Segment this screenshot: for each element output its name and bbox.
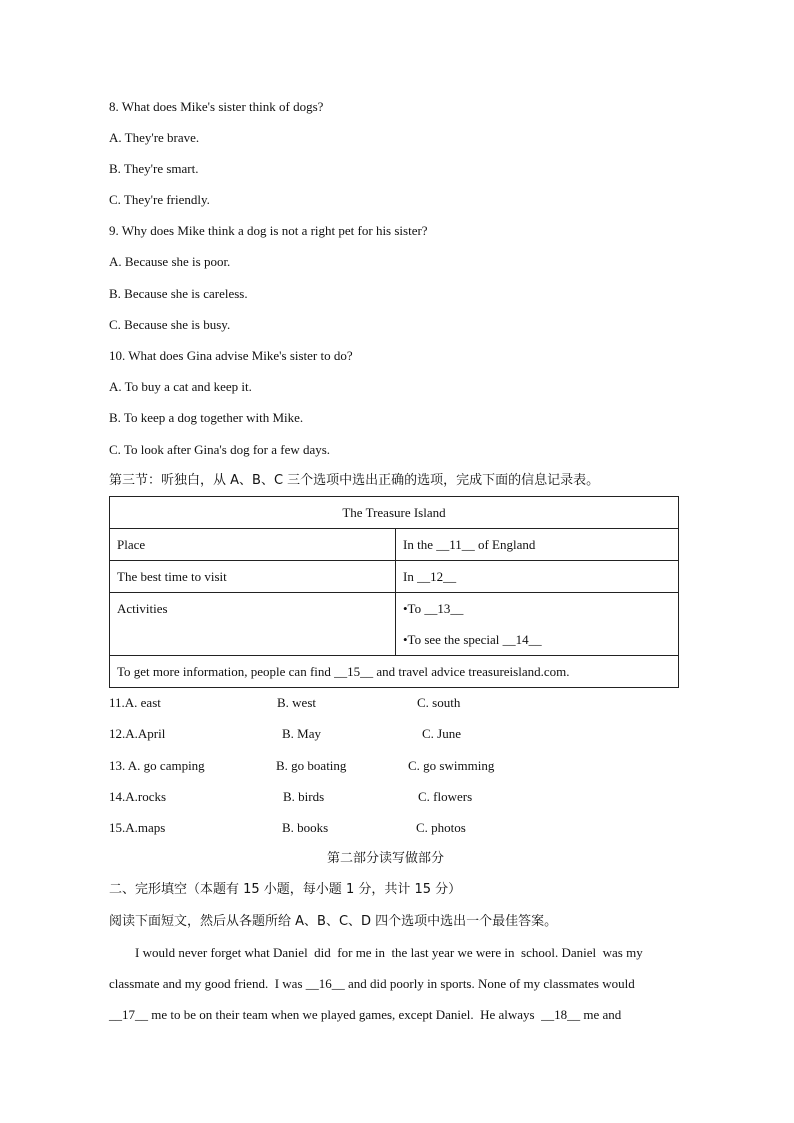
passage-line-3: __17__ me to be on their team when we played games, except Daniel. He always __18__ me and (109, 1007, 622, 1022)
option-14-c: C. flowers (418, 789, 473, 804)
option-11-a: 11.A. east (109, 695, 161, 710)
best-time-label: The best time to visit (110, 561, 396, 593)
activity-1: •To __13__ (403, 601, 464, 616)
option-14-b: B. birds (283, 789, 325, 804)
question-9-stem: 9. Why does Mike think a dog is not a right pet for his sister? (109, 223, 428, 238)
option-15-c: C. photos (416, 820, 466, 835)
option-15-b: B. books (282, 820, 329, 835)
section-3-heading: 第三节：听独白，从 A、B、C 三个选项中选出正确的选项，完成下面的信息记录表。 (109, 473, 600, 488)
question-8-stem: 8. What does Mike's sister think of dogs? (109, 99, 324, 114)
passage-line-2: classmate and my good friend. I was __16__ and did poorly in sports. None of my classmates would (109, 976, 635, 991)
passage-line-1: I would never forget what Daniel did for me in the last year we were in school. Daniel was my (109, 945, 643, 960)
option-11-c: C. south (417, 695, 461, 710)
best-time-value: In __12__ (396, 561, 679, 593)
place-label: Place (110, 529, 396, 561)
option-14-a: 14.A.rocks (109, 789, 167, 804)
table-title: The Treasure Island (110, 497, 679, 529)
question-10-option-a: A. To buy a cat and keep it. (109, 379, 252, 394)
option-15-a: 15.A.maps (109, 820, 166, 835)
option-12-c: C. June (422, 726, 461, 741)
question-8-option-b: B. They're smart. (109, 161, 199, 176)
part-2-title: 第二部分读写做部分 (327, 851, 445, 866)
question-8-option-a: A. They're brave. (109, 130, 200, 145)
question-10-option-c: C. To look after Gina's dog for a few days. (109, 442, 331, 457)
option-13-a: 13. A. go camping (109, 758, 205, 773)
option-13-b: B. go boating (276, 758, 347, 773)
place-value: In the __11__ of England (396, 529, 679, 561)
option-12-b: B. May (282, 726, 321, 741)
option-11-b: B. west (277, 695, 316, 710)
question-10-option-b: B. To keep a dog together with Mike. (109, 410, 304, 425)
cloze-heading: 二、完形填空（本题有 15 小题，每小题 1 分，共计 15 分） (109, 882, 462, 897)
activities-label: Activities (110, 593, 396, 656)
question-9-option-c: C. Because she is busy. (109, 317, 231, 332)
table-footer: To get more information, people can find __15__ and travel advice treasureisland.com. (110, 656, 679, 688)
option-13-c: C. go swimming (408, 758, 495, 773)
question-8-option-c: C. They're friendly. (109, 192, 210, 207)
question-9-option-b: B. Because she is careless. (109, 286, 248, 301)
option-12-a: 12.A.April (109, 726, 166, 741)
activity-2: •To see the special __14__ (403, 632, 542, 647)
cloze-instruction: 阅读下面短文，然后从各题所给 A、B、C、D 四个选项中选出一个最佳答案。 (109, 914, 558, 929)
treasure-island-info-table (109, 496, 679, 688)
question-10-stem: 10. What does Gina advise Mike's sister to do? (109, 348, 353, 363)
question-9-option-a: A. Because she is poor. (109, 254, 231, 269)
